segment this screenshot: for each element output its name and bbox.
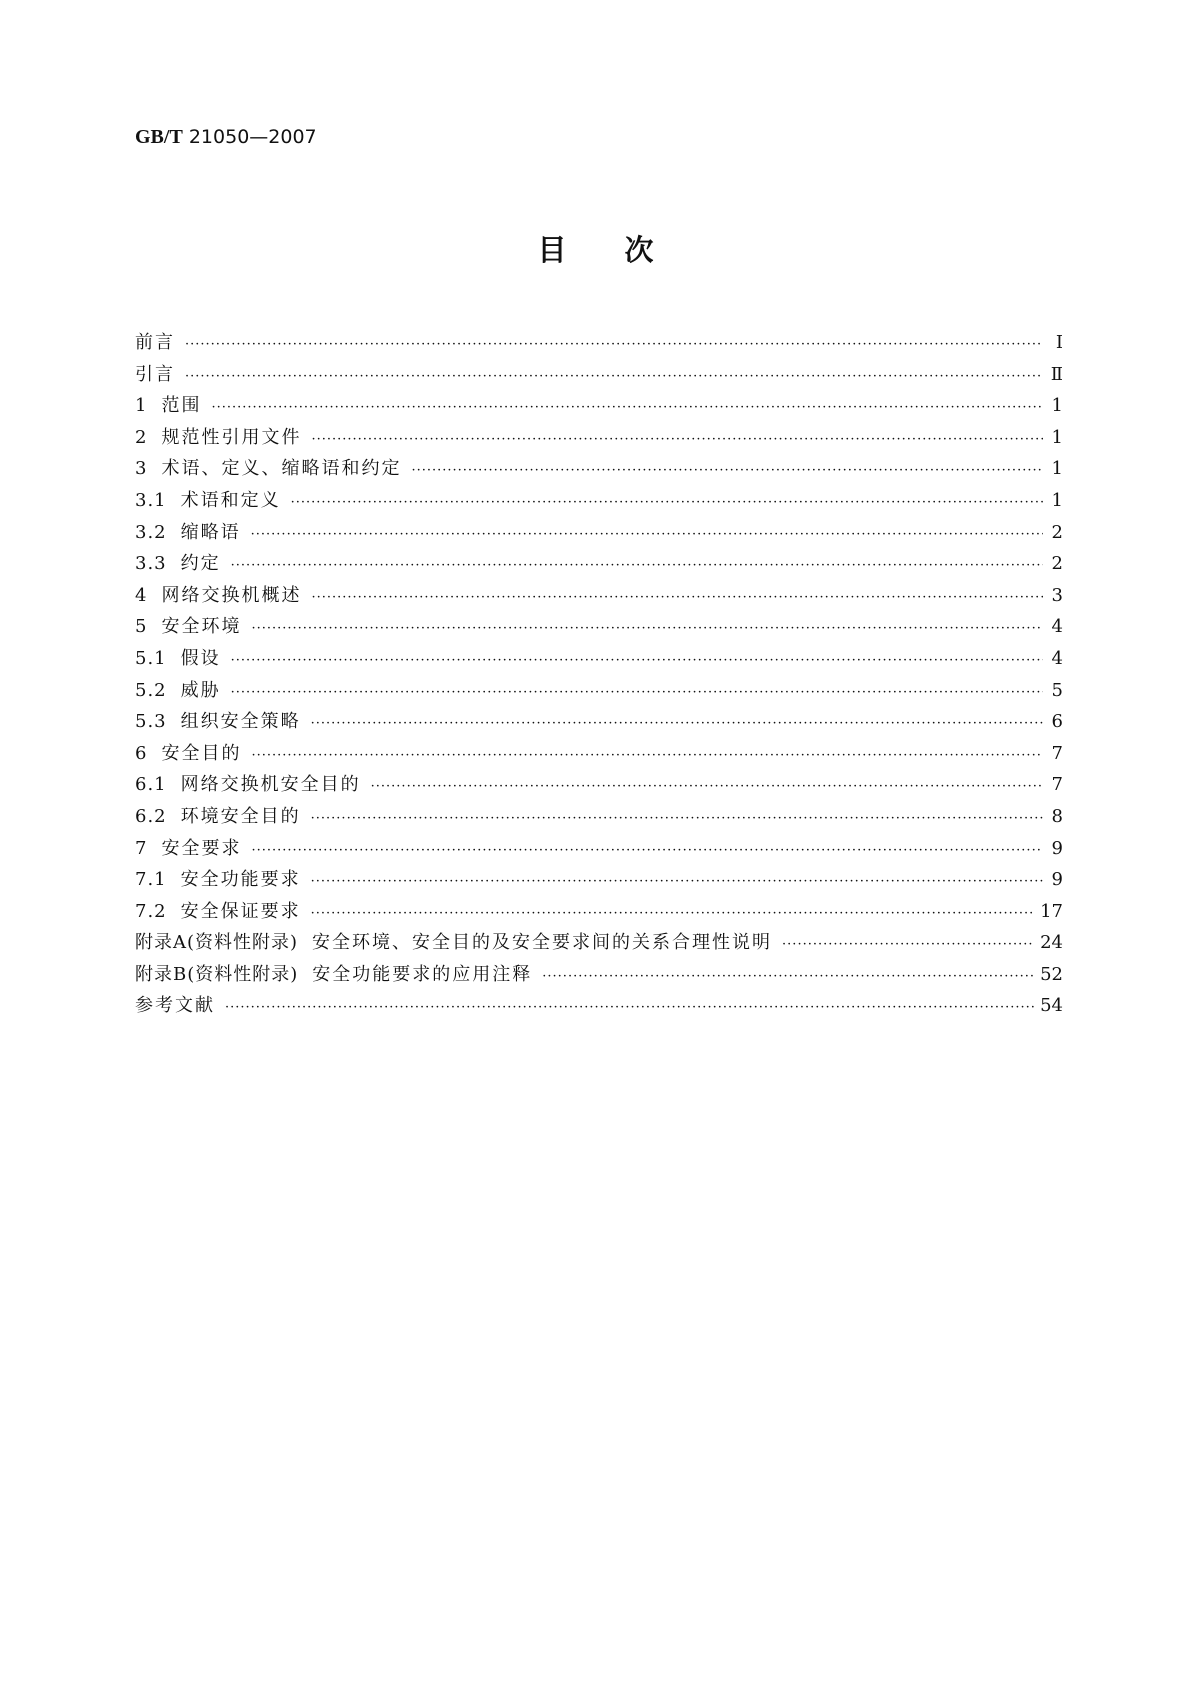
toc-entry[interactable] — [135, 928, 1063, 960]
toc-entry[interactable] — [135, 612, 1063, 644]
toc-entry-label — [135, 834, 241, 860]
toc-entry-page: 7 — [1051, 774, 1063, 796]
toc-entry-title: 安全要求 — [161, 837, 242, 859]
toc-entry[interactable] — [135, 676, 1063, 708]
toc-entry-title: 术语和定义 — [180, 489, 281, 511]
dot-leader — [311, 906, 1034, 921]
toc-entry-page: 5 — [1051, 679, 1063, 701]
dot-leader — [251, 843, 1043, 858]
toc-entry-label — [135, 707, 301, 733]
toc-entry-title: 组织安全策略 — [180, 711, 301, 733]
toc-entry-title: 安全保证要求 — [180, 900, 301, 922]
toc-entry[interactable] — [135, 486, 1063, 518]
toc-entry-number: 6.1 — [135, 774, 167, 796]
toc-entry-title: 安全环境、安全目的及安全要求间的关系合理性说明 — [312, 932, 773, 954]
dot-leader — [311, 590, 1043, 605]
toc-entry-label — [135, 928, 772, 954]
dot-leader — [185, 369, 1043, 384]
standard-prefix: GB/T — [135, 126, 183, 148]
toc-entry-page: 1 — [1051, 458, 1063, 480]
toc-entry-label — [135, 486, 281, 512]
toc-entry-number: 3.3 — [135, 553, 167, 575]
toc-entry-page: 2 — [1051, 553, 1063, 575]
toc-entry-title: 安全目的 — [161, 742, 242, 764]
toc-entry-page: 6 — [1051, 711, 1063, 733]
toc-entry-number: 6.2 — [135, 805, 167, 827]
toc-entry-number: 3.1 — [135, 489, 167, 511]
page-title: 目次 — [537, 233, 712, 267]
toc-entry[interactable] — [135, 360, 1063, 392]
toc-entry-page: 1 — [1051, 489, 1063, 511]
toc-entry-page: 8 — [1051, 805, 1063, 827]
toc-entry-page: 3 — [1051, 584, 1063, 606]
toc-entry[interactable] — [135, 454, 1063, 486]
toc-entry[interactable] — [135, 328, 1063, 360]
toc-entry-label — [135, 897, 301, 923]
toc-entry-label — [135, 612, 241, 638]
dot-leader — [251, 621, 1043, 636]
toc-entry-number: 3 — [135, 458, 148, 480]
toc-entry-label — [135, 454, 401, 480]
toc-entry-title: 术语、定义、缩略语和约定 — [161, 458, 402, 480]
dot-leader — [311, 716, 1043, 731]
dot-leader — [231, 558, 1043, 573]
toc-entry-number: 附录A(资料性附录) — [135, 932, 299, 954]
toc-entry-page: 4 — [1051, 647, 1063, 669]
dot-leader — [542, 969, 1034, 984]
toc-entry[interactable] — [135, 549, 1063, 581]
toc-entry-page: 52 — [1040, 963, 1063, 985]
toc-entry[interactable] — [135, 770, 1063, 802]
toc-entry-title: 缩略语 — [180, 521, 241, 543]
dot-leader — [185, 337, 1043, 352]
toc-entry-title: 安全功能要求 — [180, 869, 301, 891]
toc-entry-title: 前言 — [135, 332, 175, 353]
dot-leader — [371, 779, 1043, 794]
toc-entry-label — [135, 391, 201, 417]
toc-entry-title: 引言 — [135, 363, 175, 385]
dot-leader — [311, 874, 1043, 889]
toc-entry-number: 2 — [135, 426, 148, 448]
toc-entry-title: 范围 — [161, 395, 202, 417]
toc-entry-page: 9 — [1051, 869, 1063, 891]
dot-leader — [211, 400, 1043, 415]
toc-entry-label — [135, 518, 241, 544]
toc-entry-number: 3.2 — [135, 521, 167, 543]
toc-entry[interactable] — [135, 897, 1063, 929]
toc-entry-label — [135, 865, 301, 891]
toc-entry-label — [135, 991, 215, 1017]
toc-entry-label — [135, 644, 221, 670]
toc-entry-number: 5.2 — [135, 679, 167, 701]
toc-entry-number: 7 — [135, 837, 148, 859]
toc-entry-label — [135, 328, 175, 354]
toc-entry-label — [135, 960, 532, 986]
toc-entry-title: 规范性引用文件 — [161, 426, 302, 448]
toc-entry-label — [135, 360, 175, 386]
toc-entry-page: 2 — [1051, 521, 1063, 543]
toc-entry-page: 9 — [1051, 837, 1063, 859]
toc-entry-page: 7 — [1051, 742, 1063, 764]
toc-entry-page: 24 — [1040, 932, 1063, 954]
toc-entry-page: 1 — [1051, 395, 1063, 417]
toc-entry-number: 5.1 — [135, 647, 167, 669]
toc-entry-label — [135, 581, 301, 607]
toc-entry-label — [135, 549, 221, 575]
toc-entry-page: 4 — [1051, 616, 1063, 638]
dot-leader — [251, 748, 1043, 763]
toc-entry[interactable] — [135, 518, 1063, 550]
toc-entry-page: 17 — [1040, 900, 1063, 922]
toc-entry-number: 4 — [135, 584, 148, 606]
toc-entry-title: 安全功能要求的应用注释 — [312, 963, 533, 985]
toc-entry[interactable] — [135, 423, 1063, 455]
toc-entry-page: Ⅱ — [1050, 363, 1063, 385]
toc-entry[interactable] — [135, 865, 1063, 897]
toc-entry[interactable] — [135, 707, 1063, 739]
toc-entry-title: 约定 — [180, 553, 221, 575]
toc-entry-label — [135, 423, 301, 449]
dot-leader — [311, 432, 1043, 447]
toc-entry[interactable] — [135, 834, 1063, 866]
toc-entry-title: 假设 — [180, 647, 221, 669]
standard-number: 21050—2007 — [188, 126, 317, 148]
toc-entry[interactable] — [135, 802, 1063, 834]
dot-leader — [291, 495, 1043, 510]
toc-entry[interactable] — [135, 581, 1063, 613]
toc-entry-page: Ⅰ — [1055, 332, 1063, 353]
toc-entry-number: 附录B(资料性附录) — [135, 963, 299, 985]
toc-entry-number: 6 — [135, 742, 148, 764]
toc-entry-title: 威胁 — [180, 679, 221, 701]
toc-entry-page: 1 — [1051, 426, 1063, 448]
toc-entry-title: 网络交换机安全目的 — [180, 774, 361, 796]
toc-entry-label — [135, 739, 241, 765]
toc-entry-number: 7.1 — [135, 869, 167, 891]
dot-leader — [411, 463, 1043, 478]
toc-entry[interactable] — [135, 644, 1063, 676]
toc-entry-title: 参考文献 — [135, 995, 215, 1017]
toc-entry-label — [135, 676, 221, 702]
toc-entry[interactable] — [135, 739, 1063, 771]
document-header — [135, 126, 317, 149]
toc-entry-label — [135, 802, 301, 828]
dot-leader — [251, 527, 1043, 542]
toc-entry-title: 安全环境 — [161, 616, 242, 638]
toc-entry-label — [135, 770, 361, 796]
dot-leader — [782, 937, 1034, 952]
dot-leader — [311, 811, 1043, 826]
toc-entry[interactable] — [135, 960, 1063, 992]
toc-entry-number: 7.2 — [135, 900, 167, 922]
toc-entry-number: 1 — [135, 395, 148, 417]
toc-entry-page: 54 — [1040, 995, 1063, 1017]
toc-entry-number: 5.3 — [135, 711, 167, 733]
dot-leader — [231, 685, 1043, 700]
toc-entry[interactable] — [135, 991, 1063, 1023]
toc-entry[interactable] — [135, 391, 1063, 423]
dot-leader — [231, 653, 1043, 668]
toc-entry-number: 5 — [135, 616, 148, 638]
toc-entry-title: 环境安全目的 — [180, 805, 301, 827]
toc-entry-title: 网络交换机概述 — [161, 584, 302, 606]
table-of-contents — [135, 328, 1063, 1023]
dot-leader — [225, 1000, 1034, 1015]
